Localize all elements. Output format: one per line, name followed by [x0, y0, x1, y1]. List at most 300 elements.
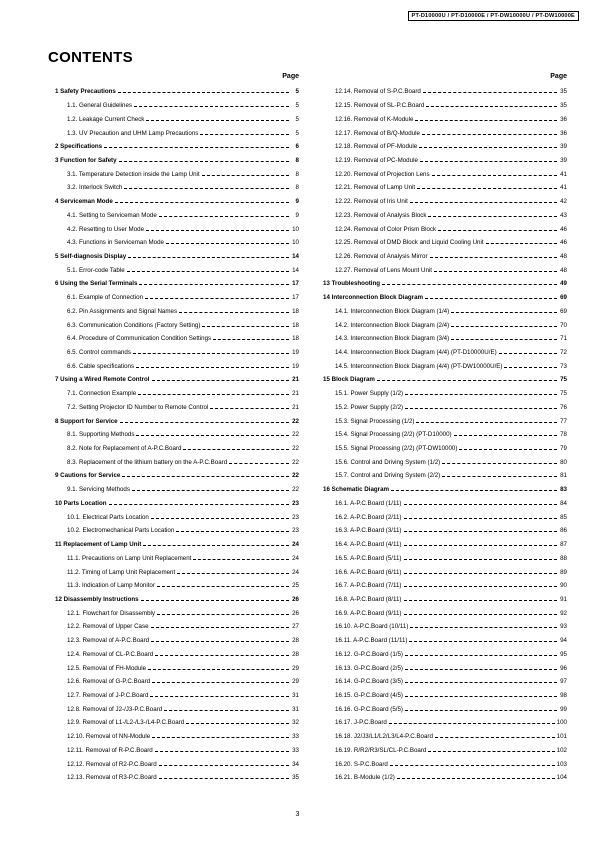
toc-subsection-entry	[55, 730, 299, 744]
toc-entry-page: 76	[560, 403, 567, 411]
toc-entry-title: 1 Safety Precautions	[55, 88, 116, 96]
toc-leader-line	[415, 120, 557, 121]
toc-subsection-entry	[55, 524, 299, 538]
toc-entry-title: 12.27. Removal of Lens Mount Unit	[335, 266, 432, 274]
toc-leader-line	[420, 161, 557, 162]
toc-leader-line	[442, 476, 557, 477]
toc-entry-title: 12.18. Removal of PF-Module	[335, 143, 418, 151]
toc-entry-title: 15.1. Power Supply (1/2)	[335, 390, 404, 398]
toc-entry-title: 12.16. Removal of K-Module	[335, 115, 414, 123]
toc-entry-page: 27	[292, 623, 299, 631]
toc-subsection-entry	[55, 620, 299, 634]
toc-section-entry	[55, 195, 299, 209]
toc-entry-title: 8.1. Supporting Methods	[67, 431, 135, 439]
toc-section-entry	[55, 538, 299, 552]
toc-entry-page: 22	[292, 417, 299, 425]
toc-entry-title: 12.24. Removal of Color Prism Block	[335, 225, 437, 233]
toc-entry-title: 16.16. G-P.C.Board (5/5)	[335, 705, 403, 713]
toc-subsection-entry	[323, 771, 567, 785]
toc-leader-line	[404, 531, 558, 532]
toc-entry-title: 16.19. R/R2/R3/SL/CL-P.C.Board	[335, 746, 427, 754]
toc-entry-page: 22	[292, 458, 299, 466]
toc-leader-line	[391, 490, 557, 491]
toc-entry-title: 16.15. G-P.C.Board (4/5)	[335, 691, 403, 699]
toc-entry-page: 5	[295, 88, 299, 96]
toc-entry-page: 26	[292, 609, 299, 617]
toc-entry-title: 16.17. J-P.C.Board	[335, 719, 387, 727]
toc-entry-page: 87	[560, 541, 567, 549]
toc-entry-title: 16.5. A-P.C.Board (5/11)	[335, 554, 402, 562]
toc-entry-page: 31	[292, 705, 299, 713]
toc-entry-title: 4.3. Functions in Serviceman Mode	[67, 239, 164, 247]
toc-section-entry	[55, 250, 299, 264]
toc-entry-title: 6.6. Cable specifications	[67, 362, 135, 370]
toc-entry-title: 12.9. Removal of L1-/L2-/L3-/L4-P.C.Board	[67, 719, 185, 727]
toc-entry-title: 12.22. Removal of Iris Unit	[335, 198, 408, 206]
toc-entry-title: 14.2. Interconnection Block Diagram (2/4)	[335, 321, 450, 329]
toc-entry-page: 89	[560, 568, 567, 576]
toc-subsection-entry	[55, 675, 299, 689]
toc-entry-title: 10 Parts Location	[55, 499, 107, 507]
toc-subsection-entry	[55, 181, 299, 195]
toc-leader-line	[405, 669, 557, 670]
toc-entry-title: 12.11. Removal of R-P.C.Board	[67, 746, 153, 754]
toc-entry-page: 19	[292, 349, 299, 357]
toc-subsection-entry	[323, 469, 567, 483]
toc-leader-line	[148, 669, 289, 670]
toc-entry-title: 16.11. A-P.C.Board (11/11)	[335, 637, 408, 645]
toc-subsection-entry	[55, 236, 299, 250]
toc-entry-page: 8	[295, 156, 299, 164]
toc-entry-title: 3.2. Interlock Switch	[67, 184, 123, 192]
toc-leader-line	[404, 573, 558, 574]
toc-leader-line	[410, 202, 557, 203]
toc-subsection-entry	[55, 744, 299, 758]
toc-subsection-entry	[323, 730, 567, 744]
toc-leader-line	[459, 449, 557, 450]
toc-subsection-entry	[55, 305, 299, 319]
toc-entry-title: 10.1. Electrical Parts Location	[67, 513, 149, 521]
toc-entry-page: 18	[292, 307, 299, 315]
toc-leader-line	[145, 298, 289, 299]
toc-subsection-entry	[323, 716, 567, 730]
toc-entry-title: 16.14. G-P.C.Board (3/5)	[335, 678, 403, 686]
toc-subsection-entry	[323, 222, 567, 236]
toc-subsection-entry	[323, 414, 567, 428]
toc-leader-line	[377, 380, 557, 381]
toc-leader-line	[210, 408, 289, 409]
toc-leader-line	[405, 682, 557, 683]
toc-entry-title: 8.2. Note for Replacement of A-P.C.Board	[67, 445, 182, 453]
toc-entry-title: 14.5. Interconnection Block Diagram (4/4) (PT-DW10000U/E)	[335, 362, 503, 370]
toc-subsection-entry	[323, 744, 567, 758]
toc-subsection-entry	[323, 620, 567, 634]
toc-subsection-entry	[55, 222, 299, 236]
toc-entry-title: 11 Replacement of Lamp Unit	[55, 541, 142, 549]
toc-entry-title: 14 Interconnection Block Diagram	[323, 294, 424, 302]
toc-subsection-entry	[55, 702, 299, 716]
toc-leader-line	[109, 504, 289, 505]
toc-subsection-entry	[55, 551, 299, 565]
toc-leader-line	[438, 230, 557, 231]
toc-entry-page: 10	[292, 239, 299, 247]
toc-entry-page: 70	[560, 321, 567, 329]
toc-entry-title: 15.2. Power Supply (2/2)	[335, 403, 404, 411]
toc-entry-title: 15.7. Control and Driving System (2/2)	[335, 472, 441, 480]
toc-section-entry	[323, 291, 567, 305]
toc-subsection-entry	[323, 181, 567, 195]
toc-subsection-entry	[55, 263, 299, 277]
toc-leader-line	[213, 339, 289, 340]
toc-entry-title: 14.1. Interconnection Block Diagram (1/4)	[335, 307, 450, 315]
toc-entry-page: 86	[560, 527, 567, 535]
toc-leader-line	[405, 696, 557, 697]
toc-leader-line	[434, 271, 557, 272]
toc-leader-line	[405, 655, 557, 656]
toc-entry-title: 12.5. Removal of FH-Module	[67, 664, 147, 672]
toc-entry-title: 9.1. Servicing Methods	[67, 486, 130, 494]
toc-leader-line	[425, 298, 557, 299]
toc-leader-line	[152, 380, 290, 381]
toc-section-entry	[55, 497, 299, 511]
toc-entry-page: 80	[560, 458, 567, 466]
toc-subsection-entry	[323, 565, 567, 579]
toc-subsection-entry	[55, 359, 299, 373]
toc-leader-line	[155, 655, 289, 656]
toc-subsection-entry	[323, 510, 567, 524]
toc-entry-page: 36	[560, 129, 567, 137]
toc-entry-page: 32	[292, 719, 299, 727]
toc-subsection-entry	[323, 675, 567, 689]
toc-entry-title: 6 Using the Serial Terminals	[55, 280, 138, 288]
toc-subsection-entry	[323, 332, 567, 346]
toc-entry-title: 4.2. Resetting to User Mode	[67, 225, 145, 233]
toc-entry-page: 8	[295, 184, 299, 192]
toc-subsection-entry	[323, 208, 567, 222]
toc-leader-line	[133, 353, 289, 354]
toc-entry-title: 14.4. Interconnection Block Diagram (4/4) (PT-D10000U/E)	[335, 349, 497, 357]
toc-leader-line	[451, 326, 557, 327]
toc-subsection-entry	[55, 510, 299, 524]
toc-subsection-entry	[323, 140, 567, 154]
toc-entry-page: 78	[560, 431, 567, 439]
toc-subsection-entry	[323, 359, 567, 373]
toc-leader-line	[422, 134, 557, 135]
toc-leader-line	[417, 188, 557, 189]
toc-leader-line	[132, 490, 289, 491]
toc-entry-title: 12.21. Removal of Lamp Unit	[335, 184, 416, 192]
toc-entry-page: 24	[292, 541, 299, 549]
toc-entry-page: 73	[560, 362, 567, 370]
toc-entry-page: 22	[292, 472, 299, 480]
toc-section-entry	[55, 154, 299, 168]
toc-entry-page: 14	[292, 266, 299, 274]
toc-subsection-entry	[323, 757, 567, 771]
toc-entry-page: 24	[292, 568, 299, 576]
toc-entry-title: 13 Troubleshooting	[323, 280, 381, 288]
toc-leader-line	[157, 614, 289, 615]
toc-entry-page: 83	[560, 486, 567, 494]
toc-entry-title: 11.3. Indication of Lamp Monitor	[67, 582, 155, 590]
toc-subsection-entry	[323, 661, 567, 675]
toc-leader-line	[141, 600, 289, 601]
toc-entry-page: 102	[556, 746, 567, 754]
toc-subsection-entry	[55, 126, 299, 140]
toc-entry-page: 9	[295, 211, 299, 219]
toc-subsection-entry	[55, 401, 299, 415]
toc-entry-page: 96	[560, 664, 567, 672]
toc-entry-page: 23	[292, 513, 299, 521]
toc-leader-line	[409, 641, 557, 642]
toc-entry-title: 6.5. Control commands	[67, 349, 131, 357]
toc-leader-line	[486, 243, 557, 244]
toc-entry-title: 12.20. Removal of Projection Lens	[335, 170, 430, 178]
toc-section-entry	[323, 373, 567, 387]
toc-entry-title: 12.4. Removal of CL-P.C.Board	[67, 650, 154, 658]
toc-entry-title: 8 Support for Service	[55, 417, 118, 425]
toc-leader-line	[404, 559, 558, 560]
toc-leader-line	[128, 257, 289, 258]
toc-leader-line	[432, 175, 557, 176]
toc-entry-title: 16.20. S-P.C.Board	[335, 760, 388, 768]
toc-entry-page: 77	[560, 417, 567, 425]
toc-entry-page: 91	[560, 595, 567, 603]
toc-entry-page: 22	[292, 486, 299, 494]
toc-subsection-entry	[323, 236, 567, 250]
toc-entry-title: 1.2. Leakage Current Check	[67, 115, 145, 123]
toc-subsection-entry	[323, 647, 567, 661]
toc-entry-page: 39	[560, 156, 567, 164]
toc-entry-page: 69	[560, 294, 567, 302]
toc-entry-title: 12.23. Removal of Analysis Block	[335, 211, 427, 219]
toc-entry-title: 12.3. Removal of A-P.C.Board	[67, 637, 150, 645]
toc-entry-title: 11.1. Precautions on Lamp Unit Replacement	[67, 554, 192, 562]
toc-leader-line	[115, 202, 289, 203]
toc-entry-page: 21	[292, 376, 299, 384]
toc-leader-line	[229, 463, 289, 464]
toc-entry-title: 7 Using a Wired Remote Control	[55, 376, 150, 384]
toc-entry-title: 16.21. B-Module (1/2)	[335, 774, 395, 782]
toc-entry-title: 16.1. A-P.C.Board (1/11)	[335, 499, 402, 507]
toc-entry-title: 12.8. Removal of J2-/J3-P.C.Board	[67, 705, 163, 713]
toc-entry-title: 5 Self-diagnosis Display	[55, 252, 127, 260]
toc-entry-page: 14	[292, 252, 299, 260]
toc-leader-line	[193, 559, 289, 560]
toc-subsection-entry	[323, 634, 567, 648]
toc-entry-title: 12.10. Removal of NN-Module	[67, 733, 151, 741]
toc-leader-line	[404, 614, 558, 615]
toc-entry-title: 7.2. Setting Projector ID Number to Remote Control	[67, 403, 209, 411]
toc-leader-line	[397, 778, 555, 779]
toc-entry-title: 6.3. Communication Conditions (Factory Setting)	[67, 321, 201, 329]
toc-entry-page: 31	[292, 691, 299, 699]
toc-subsection-entry	[323, 195, 567, 209]
toc-entry-title: 12.2. Removal of Upper Case	[67, 623, 149, 631]
toc-entry-title: 9 Cautions for Service	[55, 472, 121, 480]
toc-leader-line	[151, 627, 289, 628]
toc-subsection-entry	[55, 565, 299, 579]
toc-subsection-entry	[323, 689, 567, 703]
toc-entry-page: 72	[560, 349, 567, 357]
toc-subsection-entry	[55, 483, 299, 497]
toc-leader-line	[499, 353, 557, 354]
toc-leader-line	[104, 147, 289, 148]
toc-entry-page: 5	[295, 129, 299, 137]
toc-subsection-entry	[55, 455, 299, 469]
toc-entry-page: 95	[560, 650, 567, 658]
toc-entry-page: 29	[292, 678, 299, 686]
toc-entry-title: 15.3. Signal Processing (1/2)	[335, 417, 415, 425]
toc-entry-page: 18	[292, 321, 299, 329]
toc-leader-line	[442, 463, 557, 464]
toc-entry-page: 100	[556, 719, 567, 727]
toc-leader-line	[118, 92, 289, 93]
toc-entry-title: 16.13. G-P.C.Board (2/5)	[335, 664, 403, 672]
toc-section-entry	[55, 373, 299, 387]
toc-entry-page: 46	[560, 239, 567, 247]
toc-entry-page: 22	[292, 431, 299, 439]
toc-subsection-entry	[55, 208, 299, 222]
toc-leader-line	[155, 751, 289, 752]
toc-leader-line	[120, 422, 289, 423]
toc-entry-page: 17	[292, 280, 299, 288]
toc-entry-page: 28	[292, 637, 299, 645]
toc-subsection-entry	[323, 99, 567, 113]
toc-entry-page: 99	[560, 705, 567, 713]
toc-entry-page: 49	[560, 280, 567, 288]
toc-subsection-entry	[55, 167, 299, 181]
toc-leader-line	[124, 188, 289, 189]
toc-entry-page: 104	[556, 774, 567, 782]
toc-entry-page: 75	[560, 390, 567, 398]
toc-leader-line	[404, 600, 558, 601]
page-column-header: Page	[282, 73, 299, 80]
toc-entry-page: 39	[560, 143, 567, 151]
toc-subsection-entry	[55, 99, 299, 113]
toc-subsection-entry	[55, 346, 299, 360]
toc-entry-page: 36	[560, 115, 567, 123]
toc-leader-line	[152, 682, 289, 683]
toc-entry-page: 97	[560, 678, 567, 686]
toc-leader-line	[134, 106, 289, 107]
toc-entry-title: 6.1. Example of Connection	[67, 294, 144, 302]
toc-entry-title: 16.6. A-P.C.Board (6/11)	[335, 568, 402, 576]
toc-subsection-entry	[55, 442, 299, 456]
toc-entry-page: 21	[292, 390, 299, 398]
toc-subsection-entry	[323, 551, 567, 565]
toc-entry-page: 93	[560, 623, 567, 631]
toc-entry-page: 88	[560, 554, 567, 562]
toc-entry-page: 84	[560, 499, 567, 507]
toc-list-left	[55, 85, 299, 785]
toc-subsection-entry	[323, 579, 567, 593]
toc-leader-line	[404, 586, 558, 587]
toc-entry-title: 15 Block Diagram	[323, 376, 375, 384]
toc-subsection-entry	[323, 318, 567, 332]
toc-list-right	[323, 85, 567, 785]
toc-subsection-entry	[323, 606, 567, 620]
toc-subsection-entry	[323, 154, 567, 168]
toc-leader-line	[166, 243, 289, 244]
toc-entry-title: 10.2. Electromechanical Parts Location	[67, 527, 175, 535]
toc-leader-line	[404, 545, 558, 546]
toc-entry-title: 6.4. Procedure of Communication Condition Settings	[67, 335, 212, 343]
toc-subsection-entry	[55, 428, 299, 442]
toc-subsection-entry	[55, 689, 299, 703]
toc-entry-page: 18	[292, 335, 299, 343]
toc-leader-line	[177, 573, 289, 574]
toc-leader-line	[152, 737, 289, 738]
toc-column-left	[55, 70, 299, 785]
toc-subsection-entry	[323, 387, 567, 401]
toc-entry-title: 14.3. Interconnection Block Diagram (3/4)	[335, 335, 450, 343]
toc-entry-page: 42	[560, 198, 567, 206]
toc-leader-line	[179, 312, 289, 313]
toc-leader-line	[200, 134, 289, 135]
toc-leader-line	[426, 106, 557, 107]
toc-entry-page: 23	[292, 499, 299, 507]
toc-leader-line	[202, 326, 289, 327]
toc-subsection-entry	[55, 291, 299, 305]
toc-subsection-entry	[323, 455, 567, 469]
toc-leader-line	[404, 504, 558, 505]
toc-column-right	[323, 70, 567, 785]
toc-entry-page: 43	[560, 211, 567, 219]
toc-entry-title: 12.12. Removal of R2-P.C.Board	[67, 760, 157, 768]
toc-entry-title: 3.1. Temperature Detection inside the Lamp Unit	[67, 170, 200, 178]
page-number: 3	[295, 811, 300, 818]
toc-entry-title: 16 Schematic Diagram	[323, 486, 390, 494]
toc-entry-title: 16.12. G-P.C.Board (1/5)	[335, 650, 403, 658]
toc-entry-page: 17	[292, 294, 299, 302]
toc-entry-title: 12.14. Removal of S-P.C.Board	[335, 88, 421, 96]
toc-subsection-entry	[323, 250, 567, 264]
toc-entry-page: 8	[295, 170, 299, 178]
page-column-header: Page	[550, 73, 567, 80]
toc-subsection-entry	[55, 647, 299, 661]
toc-entry-title: 7.1. Connection Example	[67, 390, 137, 398]
toc-subsection-entry	[55, 634, 299, 648]
toc-leader-line	[146, 230, 289, 231]
toc-entry-page: 35	[560, 102, 567, 110]
toc-entry-page: 33	[292, 733, 299, 741]
toc-entry-page: 92	[560, 609, 567, 617]
toc-leader-line	[159, 765, 289, 766]
toc-entry-title: 12 Disassembly Instructions	[55, 595, 139, 603]
toc-entry-title: 12.1. Flowchart for Disassembly	[67, 609, 156, 617]
toc-entry-page: 41	[560, 184, 567, 192]
toc-leader-line	[151, 641, 289, 642]
toc-leader-line	[186, 723, 289, 724]
toc-leader-line	[405, 710, 557, 711]
toc-entry-title: 16.18. J2/J3/L1/L2/L3/L4-P.C.Board	[335, 733, 433, 741]
toc-entry-title: 3 Function for Safety	[55, 156, 117, 164]
toc-entry-page: 41	[560, 170, 567, 178]
toc-leader-line	[143, 545, 289, 546]
model-numbers-header: PT-D10000U / PT-D10000E / PT-DW10000U / PT-DW10000E	[408, 11, 579, 21]
toc-entry-page: 85	[560, 513, 567, 521]
toc-subsection-entry	[55, 661, 299, 675]
toc-entry-title: 16.4. A-P.C.Board (4/11)	[335, 541, 402, 549]
toc-entry-page: 5	[295, 115, 299, 123]
toc-subsection-entry	[55, 332, 299, 346]
toc-entry-title: 1.3. UV Precaution and UHM Lamp Precautions	[67, 129, 199, 137]
toc-entry-page: 9	[295, 198, 299, 206]
toc-subsection-entry	[323, 263, 567, 277]
toc-entry-title: 16.3. A-P.C.Board (3/11)	[335, 527, 402, 535]
toc-subsection-entry	[323, 346, 567, 360]
toc-leader-line	[138, 394, 289, 395]
